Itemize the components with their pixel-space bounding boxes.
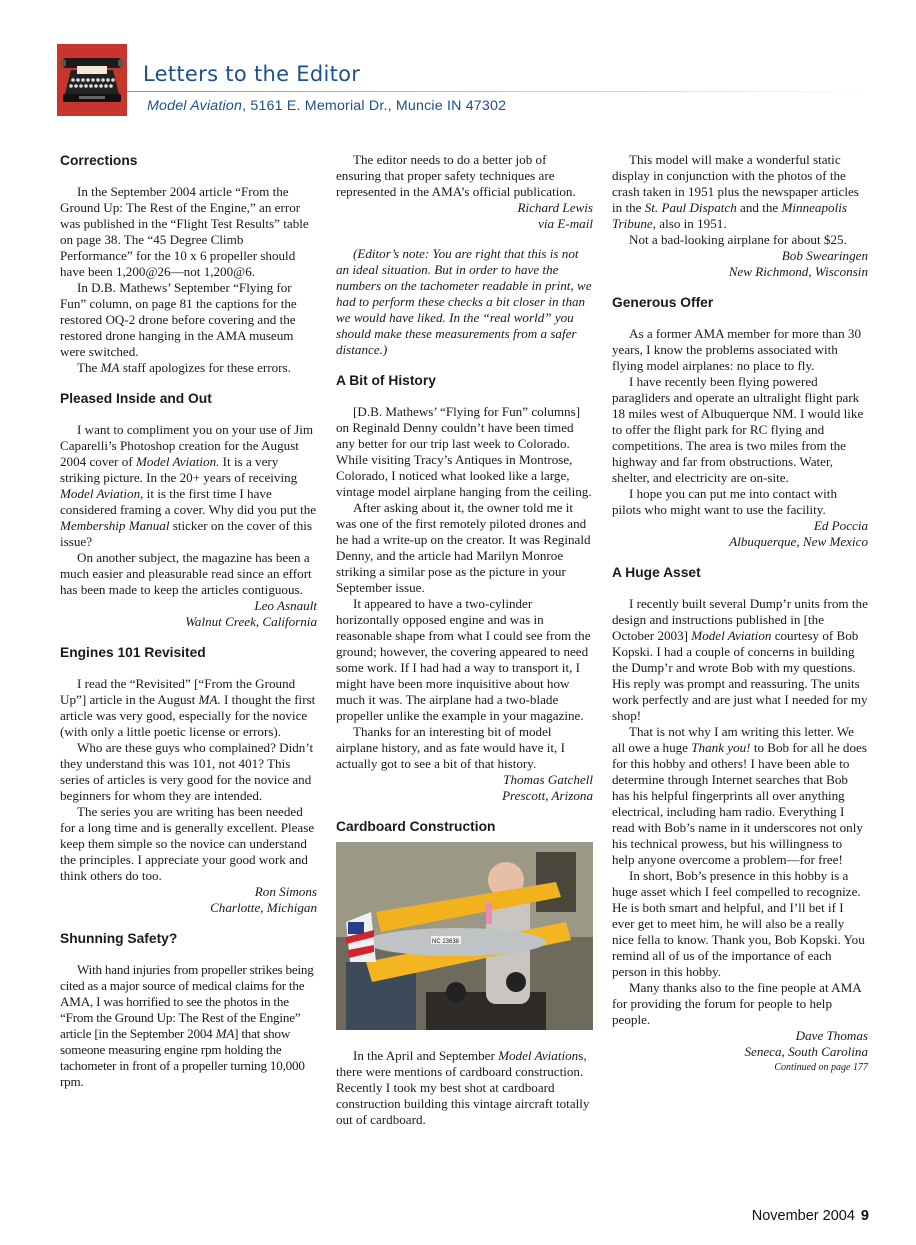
signature-name: Ed Poccia bbox=[813, 518, 868, 533]
page-number: 9 bbox=[860, 1208, 869, 1224]
paragraph: [D.B. Mathews’ “Flying for Fun” columns] on Reginald Denny couldn’t have been timed any better for our trip last week to Colorado. While visiting Tracy’s Antiques in Montrose, Colorado, I noticed what looked like a large, vintage model airplane hanging from the ceiling. bbox=[336, 404, 592, 499]
paragraph: I recently built several Dump’r units from the design and instructions published in [the October 2003] Model Aviation courtesy of Bob Kopski. I had a couple of concerns in building the Dump’r and wrote Bob with my questions. His reply was prompt and reassuring. The units work perfectly and are just what I needed for my shop! bbox=[612, 596, 868, 723]
continued-note: Continued on page 177 bbox=[774, 1062, 868, 1073]
cardboard-biplane-photo bbox=[336, 842, 593, 1030]
paragraph: The MA staff apologizes for these errors. bbox=[77, 360, 291, 375]
heading-history: A Bit of History bbox=[336, 373, 436, 388]
paragraph: The editor needs to do a better job of ensuring that proper safety techniques are represented in the AMA’s official publication. bbox=[336, 152, 576, 199]
page-footer bbox=[752, 1208, 869, 1224]
column-2 bbox=[336, 152, 593, 1128]
signature-name: Dave Thomas bbox=[795, 1028, 868, 1043]
paragraph: Thanks for an interesting bit of model airplane history, and as fate would have it, I actually got to see a bit of that history. bbox=[336, 724, 565, 771]
paragraph: I hope you can put me into contact with pilots who might want to use the facility. bbox=[612, 486, 837, 517]
heading-corrections: Corrections bbox=[60, 153, 138, 168]
typewriter-logo-icon bbox=[57, 44, 127, 116]
paragraph: The series you are writing has been needed for a long time and is generally excellent. Please keep them simple so the novice can understand the principles. I appreciate your good work and think others do too. bbox=[60, 804, 315, 883]
paragraph: In the September 2004 article “From the Ground Up: The Rest of the Engine,” an error was published in the “Flight Test Results” table on page 38. The “45 Degree Climb Performance” for the 10 x 6 propeller should have been 1,200@26—not 1,200@6. bbox=[60, 184, 309, 279]
signature-location: Charlotte, Michigan bbox=[210, 900, 317, 915]
paragraph: I read the “Revisited” [“From the Ground Up”] article in the August MA. I thought the first article was very good, especially for the novice (with only a little poetic license or errors). bbox=[60, 676, 316, 739]
editor-note: (Editor’s note: You are right that this is not an ideal situation. But in order to have the numbers on the tachometer readable in print, we had to perform these checks a bit closer in than we would have liked. In the “real world” you should make these measurements from a safer distance.) bbox=[336, 246, 592, 357]
issue-date: November 2004 bbox=[751, 1208, 855, 1224]
signature-location: via E-mail bbox=[538, 216, 593, 231]
page-title: Letters to the Editor bbox=[143, 62, 361, 86]
heading-shunning: Shunning Safety? bbox=[60, 931, 178, 946]
signature-location: Seneca, South Carolina bbox=[744, 1044, 868, 1059]
signature-location: New Richmond, Wisconsin bbox=[728, 264, 868, 279]
heading-generous: Generous Offer bbox=[612, 295, 714, 310]
paragraph: Who are these guys who complained? Didn’t they understand this was 101, not 401? This series of articles is very good for the novice and beginners for whom they are intended. bbox=[60, 740, 314, 803]
paragraph: As a former AMA member for more than 30 years, I know the problems associated with flying model airplanes: no place to fly. bbox=[612, 326, 861, 373]
column-3 bbox=[612, 152, 868, 1076]
heading-engines: Engines 101 Revisited bbox=[60, 645, 206, 660]
column-1 bbox=[60, 152, 317, 1090]
paragraph: On another subject, the magazine has been a much easier and pleasurable read since an effort has been made to keep the articles contiguous. bbox=[60, 550, 312, 597]
paragraph: It appeared to have a two-cylinder horizontally opposed engine and was in reasonable shape from what I could see from the ground; however, the covering appeared to need some work. If I had had a way to transport it, I might have been more inquisitive about how much it was. The airplane had a two-blade propeller unlike the example in your magazine. bbox=[336, 596, 591, 723]
paragraph: With hand injuries from propeller strikes being cited as a major source of medical claims for the AMA, I was horrified to see the photos in the “From the Ground Up: The Rest of the Engine” article [in the September 2004 MA] that show someone measuring engine rpm holding the tachometer in front of a propeller turning 10,000 rpm. bbox=[60, 962, 314, 1089]
paragraph: This model will make a wonderful static display in conjunction with the photos of the crash taken in 1951 plus the newspaper articles in the St. Paul Dispatch and the Minneapolis Tribune, also in 1951. bbox=[612, 152, 859, 231]
editor-address: Model Aviation, 5161 E. Memorial Dr., Muncie IN 47302 bbox=[147, 98, 507, 114]
paragraph: In the April and September Model Aviations, there were mentions of cardboard construction. Recently I took my best shot at cardboard construction building this vintage aircraft totally out of cardboard. bbox=[336, 1048, 590, 1127]
paragraph: Not a bad-looking airplane for about $25. bbox=[629, 232, 847, 247]
signature-location: Walnut Creek, California bbox=[185, 614, 317, 629]
paragraph: Many thanks also to the fine people at AMA for providing the forum for people to help people. bbox=[612, 980, 862, 1027]
paragraph: That is not why I am writing this letter. We all owe a huge Thank you! to Bob for all he does for this hobby and others! I have been able to determine through Internet searches that Bob has his helpful fingerprints all over anything electrical, including ham radio. Everything I read with Bob’s name in it underscores not only his technical prowess, but his willingness to help anyone overcome a problem—for free! bbox=[612, 724, 867, 867]
heading-cardboard: Cardboard Construction bbox=[336, 819, 496, 834]
paragraph: In D.B. Mathews’ September “Flying for Fun” column, on page 81 the captions for the restored OQ-2 drone before covering and the restored drone hanging in the AMA museum were switched. bbox=[60, 280, 297, 359]
paragraph: I have recently been flying powered paragliders and operate an ultralight flight park 18 miles west of Albuquerque NM. I would like to offer the flight park for RC flying and competitions. The area is two miles from the highway and far from obstructions. Water, shelter, and electricity are on-site. bbox=[612, 374, 864, 485]
heading-pleased: Pleased Inside and Out bbox=[60, 391, 212, 406]
paragraph: After asking about it, the owner told me it was one of the first remotely piloted drones and he had a write-up on the creator. It was Reginald Denny, and the article had Marilyn Monroe striking a similar pose as the picture in your September issue. bbox=[336, 500, 591, 595]
signature-name: Bob Swearingen bbox=[781, 248, 868, 263]
paragraph: I want to compliment you on your use of Jim Caparelli’s Photoshop creation for the August 2004 cover of Model Aviation. It is a very striking picture. In the 20+ years of receiving Model Aviation, it is the first time I have considered framing a cover. Why did you put the Membership Manual sticker on the cover of this issue? bbox=[60, 422, 317, 549]
page-header bbox=[0, 0, 916, 130]
header-divider bbox=[127, 91, 867, 92]
paragraph: In short, Bob’s presence in this hobby is a huge asset which I feel compelled to recognize. He is both smart and helpful, and I’ll bet if I ever get to meet him, he will also be a really nice fella to know. Thank you, Bob Kopski. You remind all of us of the importance of each person in this hobby. bbox=[612, 868, 865, 979]
heading-asset: A Huge Asset bbox=[612, 565, 701, 580]
signature-name: Thomas Gatchell bbox=[503, 772, 593, 787]
signature-location: Prescott, Arizona bbox=[502, 788, 593, 803]
signature-location: Albuquerque, New Mexico bbox=[729, 534, 868, 549]
signature-name: Leo Asnault bbox=[254, 598, 317, 613]
signature-name: Ron Simons bbox=[254, 884, 317, 899]
signature-name: Richard Lewis bbox=[517, 200, 593, 215]
aircraft-registration: NC 23638 bbox=[432, 939, 460, 945]
